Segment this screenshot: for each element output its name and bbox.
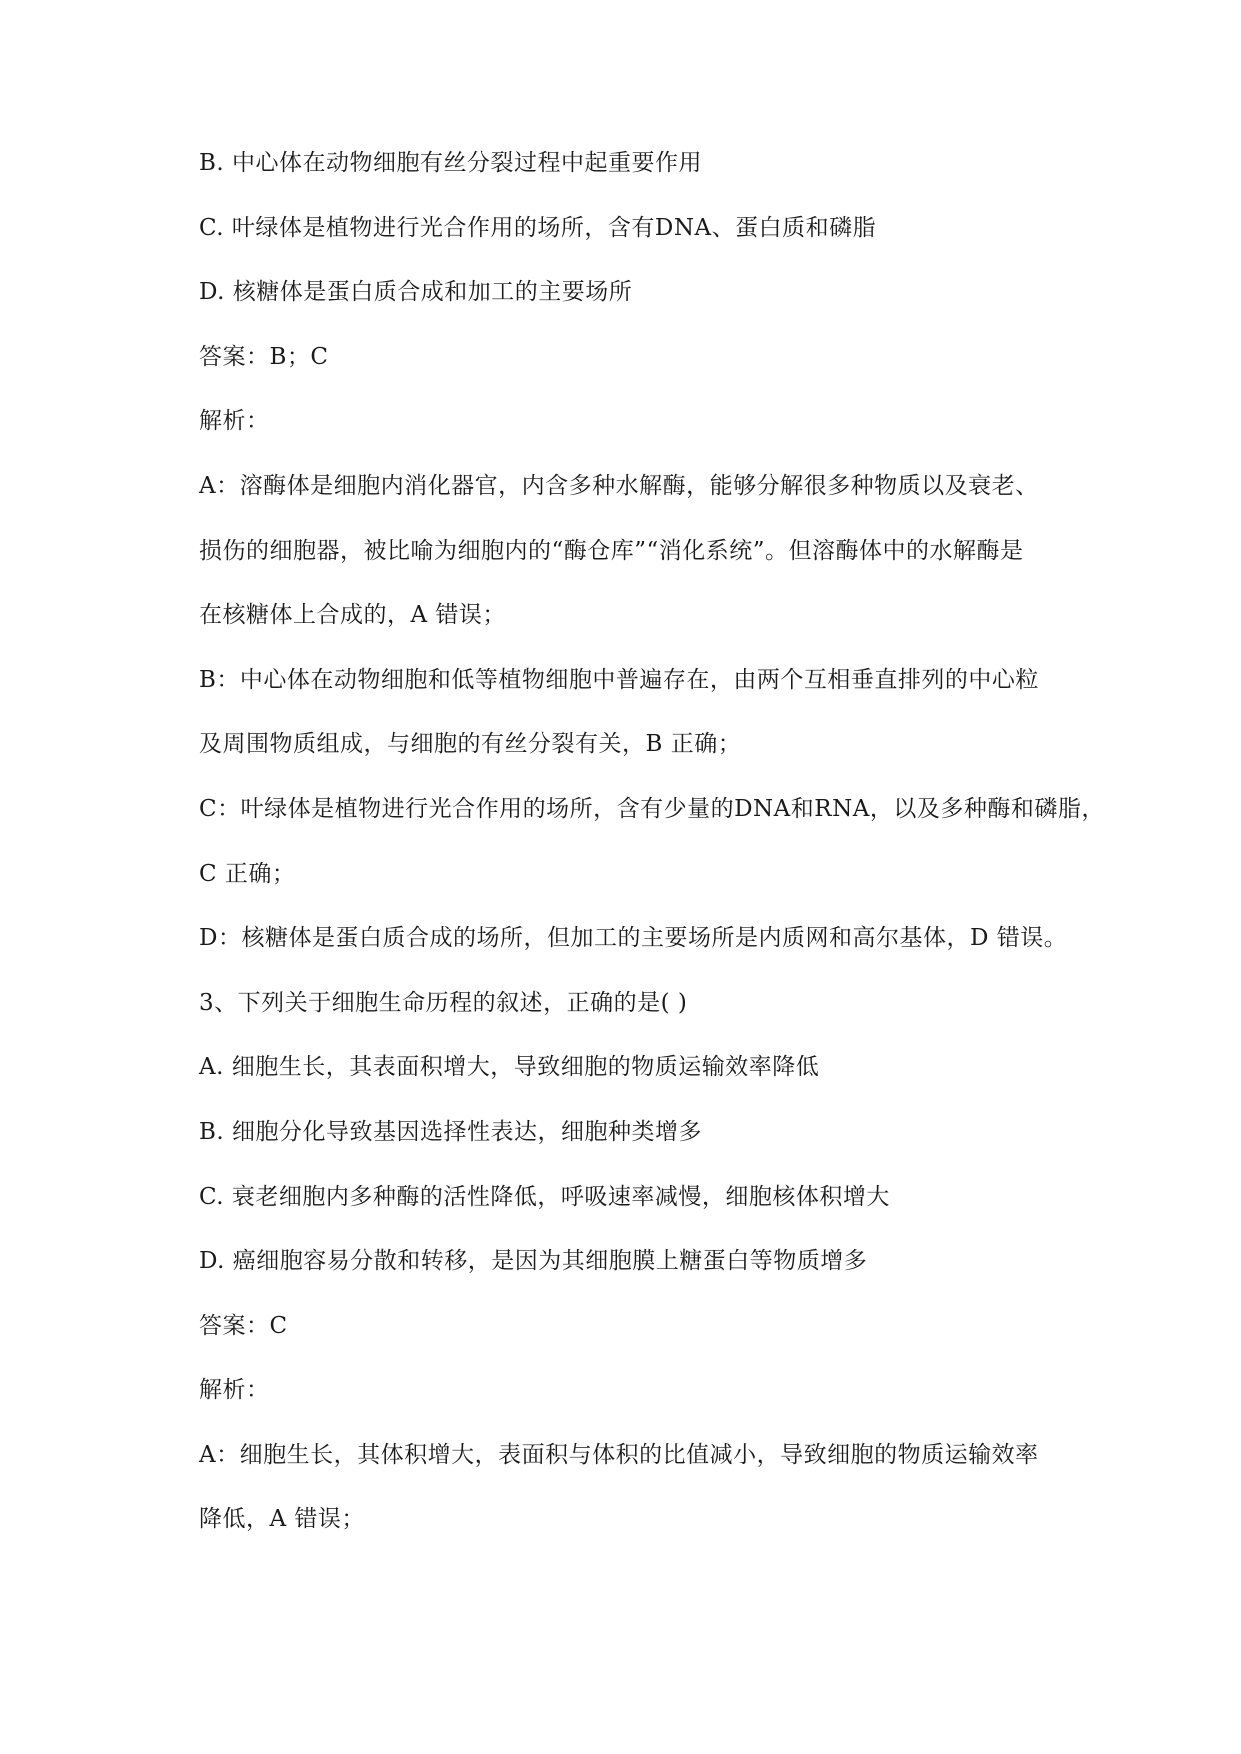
analysis-a-q2-line3: 在核糖体上合成的，A 错误；	[199, 602, 506, 629]
document-body	[199, 145, 1105, 1566]
question-3-stem: 3、下列关于细胞生命历程的叙述，正确的是( )	[199, 989, 688, 1016]
option-d-q3: D. 癌细胞容易分散和转移，是因为其细胞膜上糖蛋白等物质增多	[199, 1248, 868, 1275]
analysis-a-q2-line1: A：溶酶体是细胞内消化器官，内含多种水解酶，能够分解很多种物质以及衰老、	[199, 472, 1039, 499]
answer-q3: 答案：C	[199, 1312, 288, 1339]
option-b-q2: B. 中心体在动物细胞有丝分裂过程中起重要作用	[199, 150, 703, 176]
answer-q2: 答案：B；C	[199, 343, 329, 370]
analysis-a-q3-line1: A：细胞生长，其体积增大，表面积与体积的比值减小，导致细胞的物质运输效率	[199, 1441, 1039, 1468]
analysis-b-q2-line1: B：中心体在动物细胞和低等植物细胞中普遍存在，由两个互相垂直排列的中心粒	[199, 666, 1039, 693]
analysis-b-q2-line2: 及周围物质组成，与细胞的有丝分裂有关，B 正确；	[199, 731, 742, 758]
analysis-a-q2-line2: 损伤的细胞器，被比喻为细胞内的“酶仓库”“消化系统”。但溶酶体中的水解酶是	[199, 537, 1024, 564]
option-d-q2: D. 核糖体是蛋白质合成和加工的主要场所	[199, 279, 633, 306]
analysis-c-q2-line2: C 正确；	[199, 860, 296, 887]
option-c-q3: C. 衰老细胞内多种酶的活性降低，呼吸速率减慢，细胞核体积增大	[199, 1183, 890, 1210]
option-b-q3: B. 细胞分化导致基因选择性表达，细胞种类增多	[199, 1118, 703, 1145]
analysis-a-q3-line2: 降低，A 错误；	[199, 1506, 365, 1533]
analysis-heading-q2: 解析：	[199, 408, 270, 435]
analysis-heading-q3: 解析：	[199, 1377, 270, 1404]
option-a-q3: A. 细胞生长，其表面积增大，导致细胞的物质运输效率降低	[199, 1054, 820, 1081]
analysis-c-q2-line1: C：叶绿体是植物进行光合作用的场所，含有少量的DNA和RNA，以及多种酶和磷脂，	[199, 795, 1105, 822]
option-c-q2: C. 叶绿体是植物进行光合作用的场所，含有DNA、蛋白质和磷脂	[199, 214, 877, 241]
analysis-d-q2: D：核糖体是蛋白质合成的场所，但加工的主要场所是内质网和高尔基体，D 错误。	[199, 925, 1068, 952]
